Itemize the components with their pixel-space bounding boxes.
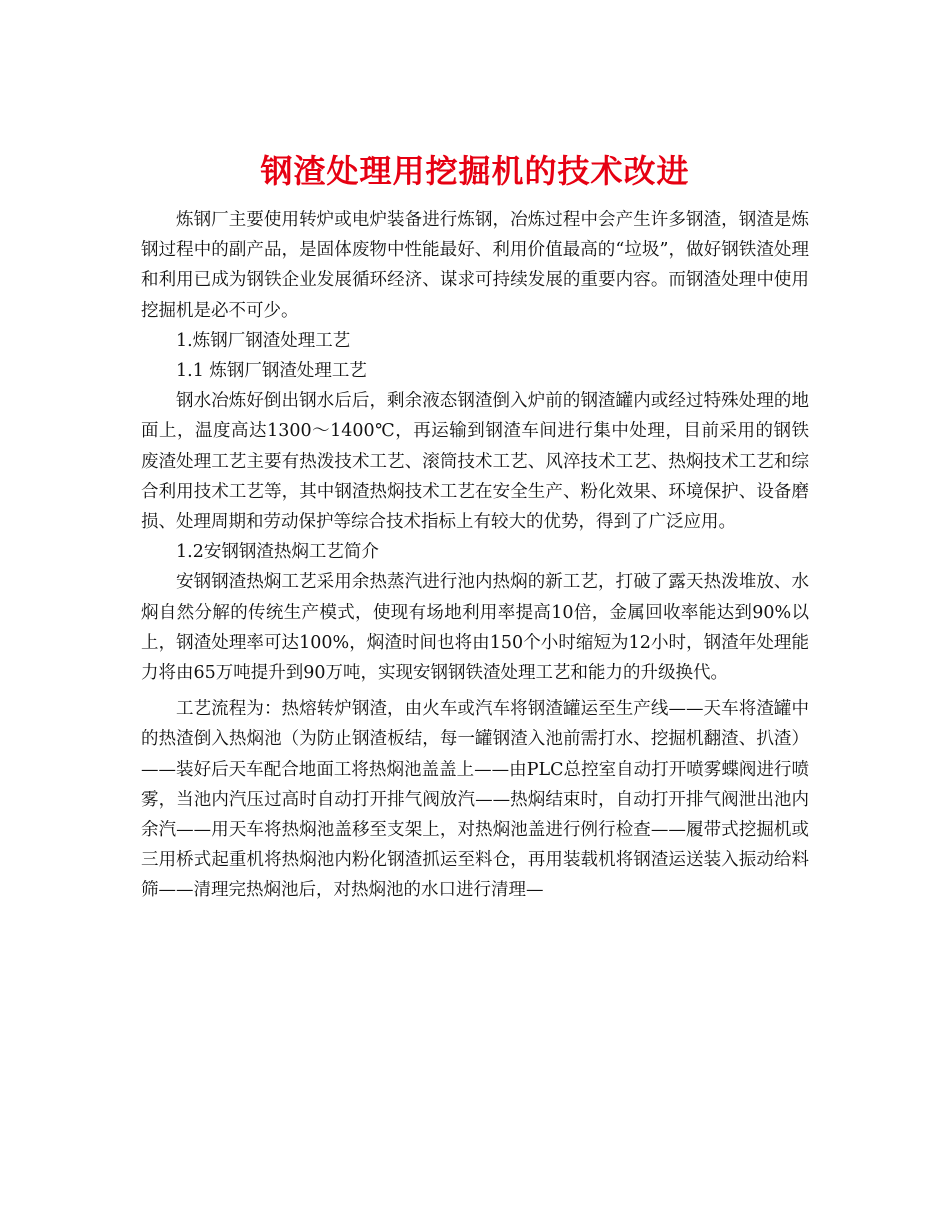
workflow-paragraph: 工艺流程为：热熔转炉钢渣，由火车或汽车将钢渣罐运至生产线——天车将渣罐中的热渣倒入热焖池（为防止钢渣板结，每一罐钢渣入池前需打水、挖掘机翻渣、扒渣）——装好后天车配合地面工将热焖池盖盖上——由PLC总控室自动打开喷雾蝶阀进行喷雾，当池内汽压过高时自动打开排气阀放汽——热焖结束时，自动打开排气阀泄出池内余汽——用天车将热焖池盖移至支架上，对热焖池盖进行例行检查——履带式挖掘机或三用桥式起重机将热焖池内粉化钢渣抓运至料仓，再用装载机将钢渣运送装入振动给料筛——清理完热焖池后，对热焖池的水口进行清理— [141,699,809,901]
process-paragraph: 钢水冶炼好倒出钢水后后，剩余液态钢渣倒入炉前的钢渣罐内或经过特殊处理的地面上，温度高达1300～1400℃，再运输到钢渣车间进行集中处理，目前采用的钢铁废渣处理工艺主要有热泼技术工艺、滚筒技术工艺、风淬技术工艺、热焖技术工艺和综合利用技术工艺等，其中钢渣热焖技术工艺在安全生产、粉化效果、环境保护、设备磨损、处理周期和劳动保护等综合技术指标上有较大的优势，得到了广泛应用。 [141,391,809,533]
intro-paragraph: 炼钢厂主要使用转炉或电炉装备进行炼钢，冶炼过程中会产生许多钢渣，钢渣是炼钢过程中的副产品，是固体废物中性能最好、利用价值最高的“垃圾”，做好钢铁渣处理和利用已成为钢铁企业发展循环经济、谋求可持续发展的重要内容。而钢渣处理中使用挖掘机是必不可少。 [141,210,809,321]
section-heading-1: 1.炼钢厂钢渣处理工艺 [176,330,351,351]
subsection-heading-1-2: 1.2安钢钢渣热焖工艺简介 [176,542,379,563]
subsection-heading-1-1: 1.1 炼钢厂钢渣处理工艺 [176,361,367,382]
document-title: 钢渣处理用挖掘机的技术改进 [260,152,690,191]
anshan-paragraph: 安钢钢渣热焖工艺采用余热蒸汽进行池内热焖的新工艺，打破了露天热泼堆放、水焖自然分解的传统生产模式，使现有场地利用率提高10倍，金属回收率能达到90%以上，钢渣处理率可达100%，焖渣时间也将由150个小时缩短为12小时，钢渣年处理能力将由65万吨提升到90万吨，实现安钢钢铁渣处理工艺和能力的升级换代。 [141,572,809,684]
document-body [141,205,809,906]
